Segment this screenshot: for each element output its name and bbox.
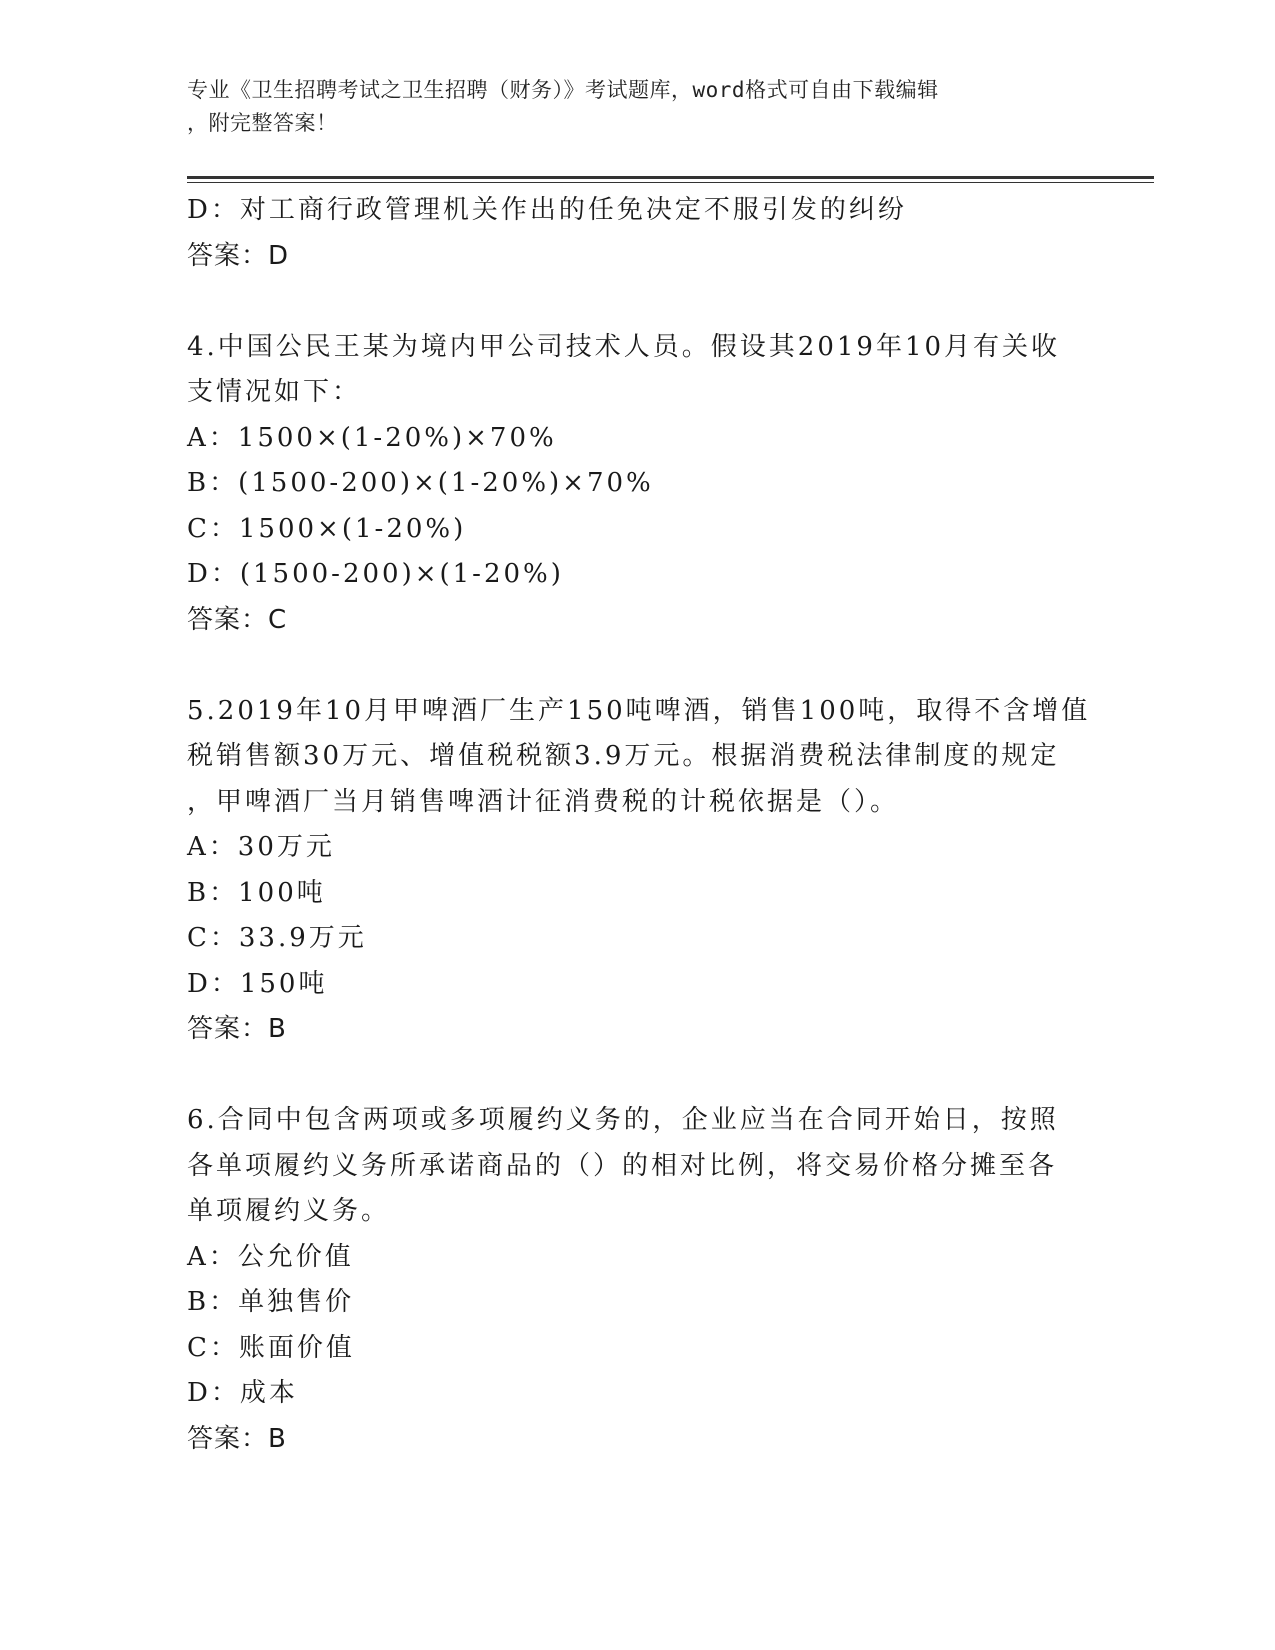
- option-b: B：100吨: [187, 877, 326, 908]
- option-a: A：公允价值: [187, 1241, 354, 1272]
- answer-line: 答案：B: [187, 1014, 287, 1044]
- question-stem-line: 支情况如下：: [187, 377, 362, 407]
- question-list: [187, 188, 1091, 1462]
- question-stem-line: 各单项履约义务所承诺商品的（）的相对比例，将交易价格分摊至各: [187, 1150, 1058, 1181]
- option-d: D：对工商行政管理机关作出的任免决定不服引发的纠纷: [187, 195, 907, 225]
- option-a: A：30万元: [187, 832, 335, 862]
- carryover-question: [187, 188, 1087, 279]
- question-stem-line: 6.合同中包含两项或多项履约义务的，企业应当在合同开始日，按照: [187, 1105, 1059, 1135]
- header-divider-thin: [187, 182, 1154, 183]
- question-stem-line: 税销售额30万元、增值税税额3.9万元。根据消费税法律制度的规定: [187, 741, 1060, 771]
- answer-line: 答案：C: [187, 604, 288, 635]
- header-line-1: 专业《卫生招聘考试之卫生招聘（财务）》考试题库，word格式可自由下载编辑: [187, 78, 939, 102]
- answer-line: 答案：B: [187, 1423, 287, 1454]
- question-stem-line: 单项履约义务。: [187, 1196, 391, 1226]
- option-b: B：单独售价: [187, 1287, 355, 1317]
- header-divider-thick: [187, 176, 1154, 179]
- option-a: A：1500×(1-20%)×70%: [187, 422, 557, 453]
- option-c: C：33.9万元: [187, 923, 367, 953]
- question-5: [187, 689, 1091, 1053]
- question-4: [187, 325, 1087, 644]
- question-6: [187, 1098, 1087, 1462]
- option-d: D：150吨: [187, 968, 328, 999]
- header-line-2: ，附完整答案！: [187, 111, 338, 135]
- option-d: D：(1500-200)×(1-20%): [187, 559, 564, 589]
- question-stem-line: 5.2019年10月甲啤酒厂生产150吨啤酒，销售100吨，取得不含增值: [187, 695, 1091, 726]
- answer-line: 答案：D: [187, 240, 290, 271]
- option-c: C：1500×(1-20%): [187, 513, 467, 544]
- question-stem-line: ，甲啤酒厂当月销售啤酒计征消费税的计税依据是（）。: [187, 786, 900, 817]
- option-b: B：(1500-200)×(1-20%)×70%: [187, 468, 654, 498]
- option-c: C：账面价值: [187, 1332, 355, 1363]
- document-header: [187, 74, 1067, 140]
- question-stem-line: 4.中国公民王某为境内甲公司技术人员。假设其2019年10月有关收: [187, 331, 1061, 362]
- option-d: D：成本: [187, 1378, 298, 1408]
